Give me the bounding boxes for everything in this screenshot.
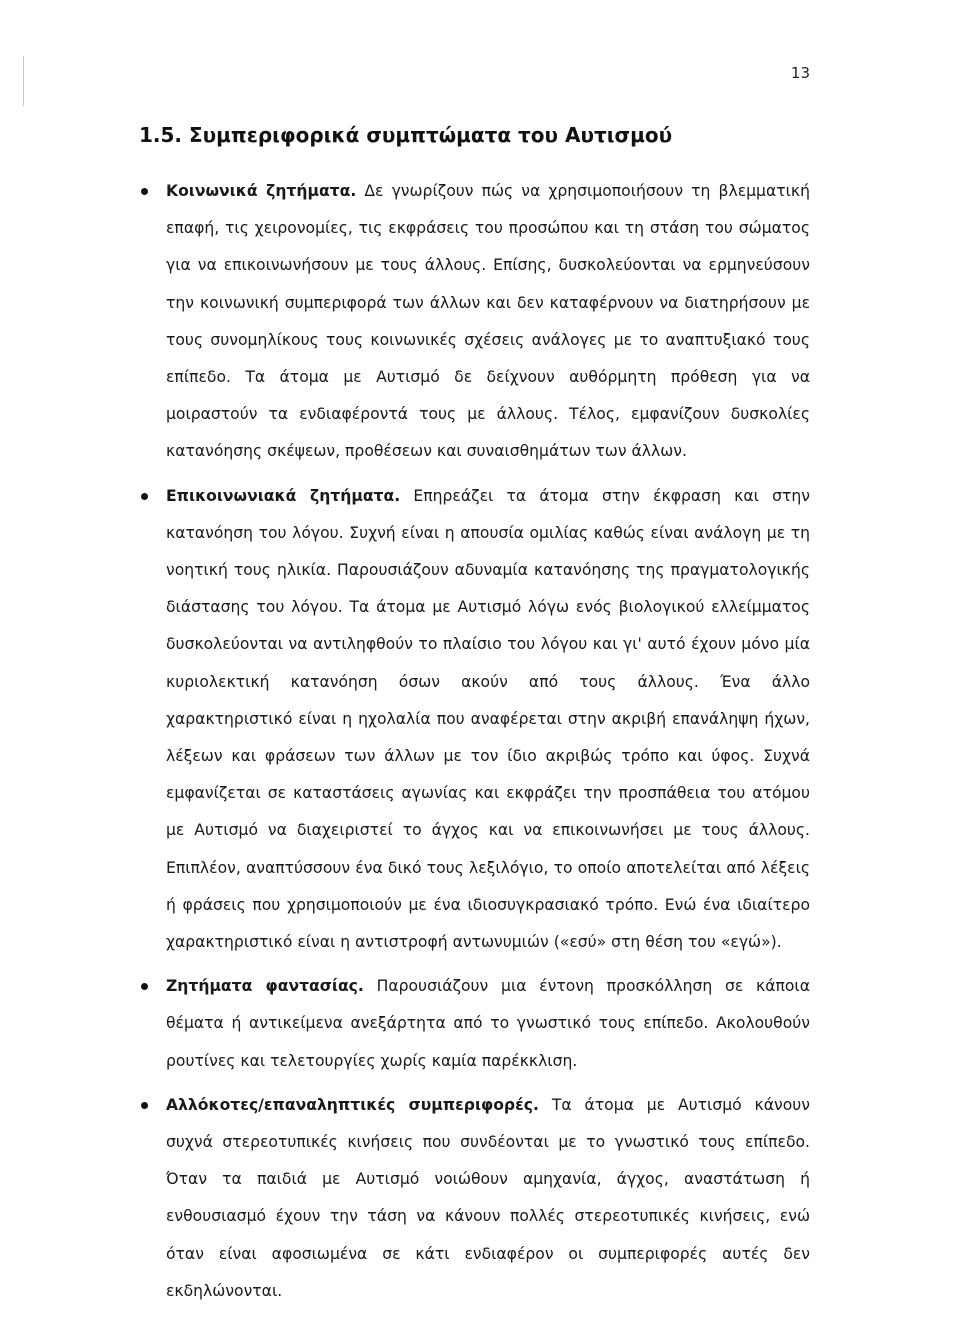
bullet-dot-icon (141, 188, 148, 195)
bullet-dot-icon (141, 983, 148, 990)
bullet-text: Δε γνωρίζουν πώς να χρησιμοποιήσουν τη βλεμματική επαφή, τις χειρονομίες, τις εκφράσεις του προσώπου και τη στάση του σώματος για να επικοινωνήσουν με τους άλλους. Επίσης, δυσκολεύονται να ερμηνεύσουν την κοινωνική συμπεριφορά των άλλων και δεν καταφέρνουν να διατηρήσουν με τους συνομηλίκους τους κοινωνικές σχέσεις ανάλογες με το αναπτυξιακό τους επίπεδο. Τα άτομα με Αυτισμό δε δείχνουν αυθόρμητη πρόθεση για να μοιραστούν τα ενδιαφέροντά τους με άλλους. Τέλος, εμφανίζουν δυσκολίες κατανόησης σκέψεων, προθέσεων και συναισθημάτων των άλλων. (166, 182, 810, 461)
bullet-item-social (0, 173, 810, 471)
bullet-text: Παρουσιάζουν μια έντονη προσκόλληση σε κάποια θέματα ή αντικείμενα ανεξάρτητα από το γνωστικό τους επίπεδο. Ακολουθούν ρουτίνες και τελετουργίες χωρίς καμία παρέκκλιση. (166, 977, 810, 1070)
bullet-item-imagination (0, 968, 810, 1080)
section-title: 1.5. Συμπεριφορικά συμπτώματα του Αυτισμού (139, 123, 673, 147)
bullet-heading: Κοινωνικά ζητήματα. (166, 182, 357, 200)
bullet-dot-icon (141, 493, 148, 500)
bullet-dot-icon (141, 1102, 148, 1109)
binding-margin-line (23, 56, 24, 106)
bullet-item-communication (0, 478, 810, 962)
bullet-heading: Ζητήματα φαντασίας. (166, 977, 364, 996)
bullet-item-repetitive (0, 1087, 810, 1310)
bullet-heading: Αλλόκοτες/επαναληπτικές συμπεριφορές. (166, 1095, 539, 1114)
bullet-heading: Επικοινωνιακά ζητήματα. (166, 486, 401, 505)
page-number: 13 (790, 64, 810, 82)
bullet-list (0, 173, 960, 1317)
bullet-text: Τα άτομα με Αυτισμό κάνουν συχνά στερεοτυπικές κινήσεις που συνδέονται με το γνωστικό τους επίπεδο. Όταν τα παιδιά με Αυτισμό νοιώθουν αμηχανία, άγχος, αναστάτωση ή ενθουσιασμό έχουν την τάση να κάνουν πολλές στερεοτυπικές κινήσεις, ενώ όταν είναι αφοσιωμένα σε κάτι ενδιαφέρον οι συμπεριφορές αυτές δεν εκδηλώνονται. (166, 1095, 810, 1300)
bullet-text: Επηρεάζει τα άτομα στην έκφραση και στην κατανόηση του λόγου. Συχνή είναι η απουσία ομιλίας καθώς είναι ανάλογη με τη νοητική τους ηλικία. Παρουσιάζουν αδυναμία κατανόησης της πραγματολογικής διάστασης του λόγου. Τα άτομα με Αυτισμό λόγω ενός βιολογικού ελλείμματος δυσκολεύονται να αντιληφθούν το πλαίσιο του λόγου και γι' αυτό έχουν μόνο μία κυριολεκτική κατανόηση όσων ακούν από τους άλλους. Ένα άλλο χαρακτηριστικό είναι η ηχολαλία που αναφέρεται στην ακριβή επανάληψη ήχων, λέξεων και φράσεων των άλλων με τον ίδιο ακριβώς τρόπο και ύφος. Συχνά εμφανίζεται σε καταστάσεις αγωνίας και εκφράζει την προσπάθεια του ατόμου με Αυτισμό να διαχειριστεί το άγχος και να επικοινωνήσει με τους άλλους. Επιπλέον, αναπτύσσουν ένα δικό τους λεξιλόγιο, το οποίο αποτελείται από λέξεις ή φράσεις που χρησιμοποιούν με ένα ιδιοσυγκρασιακό τρόπο. Ενώ ένα ιδιαίτερο χαρακτηριστικό είναι η αντιστροφή αντωνυμιών («εσύ» στη θέση του «εγώ»). (166, 486, 810, 952)
